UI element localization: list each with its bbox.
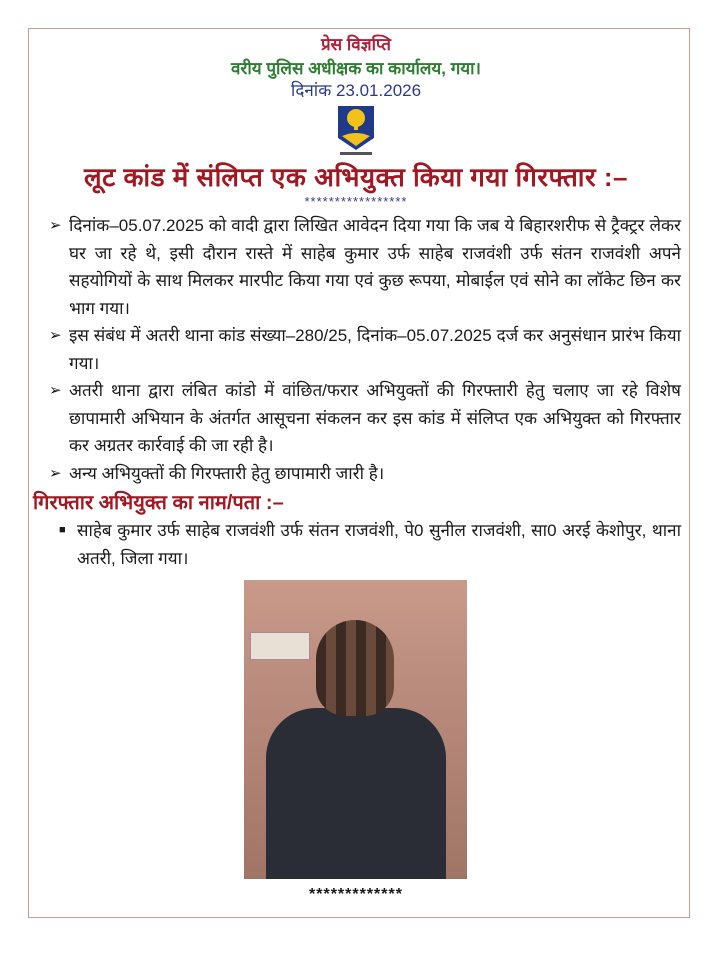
list-item-text: इस संबंध में अतरी थाना कांड संख्या–280/25, दिनांक–05.07.2025 दर्ज कर अनुसंधान प्रारंभ किया गया। (69, 326, 681, 373)
arrow-bullet-icon: ➢ (49, 464, 62, 482)
square-bullet-icon: ■ (59, 524, 66, 536)
logo-container (33, 102, 679, 160)
list-item (49, 322, 681, 377)
arrow-bullet-icon: ➢ (49, 217, 62, 234)
separator-stars-bottom: ************* (309, 886, 403, 903)
accused-text: साहेब कुमार उर्फ साहेब राजवंशी उर्फ संतन राजवंशी, पे0 सुनील राजवंशी, सा0 अरई केशोपुर, थाना अतरी, जिला गया। (77, 521, 681, 568)
list-item-text: अतरी थाना द्वारा लंबित कांडो में वांछित/फरार अभियुक्तों की गिरफ्तारी हेतु चलाए जा रहे विशेष छापामारी अभियान के अंतर्गत आसूचना संकलन कर इस कांड में संलिप्त एक अभियुक्त को गिरफ्तार कर अग्रतर कार्रवाई की जा रही है। (69, 381, 681, 455)
list-item-text: दिनांक–05.07.2025 को वादी द्वारा लिखित आवेदन दिया गया कि जब ये बिहारशरीफ से ट्रैक्ट्रर लेकर घर जा रहे थे, इसी दौरान रास्ते में साहेब कुमार उर्फ साहेब राजवंशी उर्फ संतन राजवंशी अपने सहयोगियों के साथ मिलकर मारपीट किया गया एवं कुछ रूपया, मोबाईल एवं सोने का लॉकेट छिन कर भाग गया। (69, 216, 681, 318)
list-item (49, 460, 681, 488)
list-item (49, 377, 681, 460)
list-item-text: अन्य अभियुक्तों की गिरफ्तारी हेतु छापामारी जारी है। (69, 463, 385, 483)
release-date: दिनांक 23.01.2026 (290, 81, 422, 100)
arrow-bullet-icon: ➢ (49, 382, 62, 399)
separator-stars: ***************** (304, 194, 408, 209)
arrow-bullet-icon: ➢ (49, 327, 62, 344)
accused-photo (244, 580, 467, 879)
press-release-heading: प्रेस विज्ञप्ति (321, 35, 391, 54)
accused-heading: गिरफ्तार अभियुक्त का नाम/पता :– (33, 492, 284, 514)
blurred-face (316, 620, 394, 716)
switchboard (250, 632, 310, 660)
jacket (266, 708, 446, 879)
list-item (49, 212, 681, 322)
document-border (28, 28, 690, 918)
bihar-police-logo-icon (334, 102, 378, 158)
office-name: वरीय पुलिस अधीक्षक का कार्यालय, गया। (230, 59, 482, 78)
accused-details (59, 517, 681, 572)
bullet-list (49, 212, 681, 487)
page-title: लूट कांड में संलिप्त एक अभियुक्त किया गया गिरफ्तार :– (83, 162, 629, 192)
